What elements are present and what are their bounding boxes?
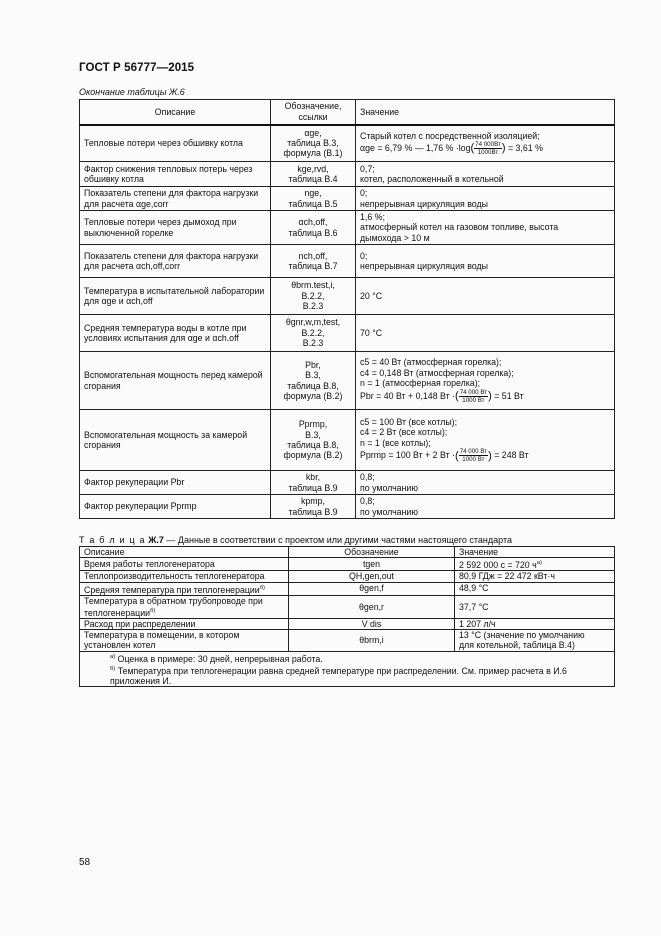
row-designation: θgen,f <box>289 582 455 595</box>
row-description: Средняя температура при теплогенерации$^{б)}$ <box>80 582 289 595</box>
table-row <box>80 558 615 571</box>
row-designation: nch,off, таблица В.7 <box>271 245 356 278</box>
row-description: Показатель степени для фактора нагрузки для расчета αge,corr <box>80 187 271 211</box>
table-row <box>80 582 615 595</box>
fraction: $\frac{74 000 Вт}{1000 Вт}$ <box>459 388 488 404</box>
row-value: 1,6 %; атмосферный котел на газовом топливе, высота дымохода > 10 м <box>356 211 615 245</box>
row-value: 0,8; по умолчанию <box>356 495 615 519</box>
fraction: $\frac{74 000Вт}{1000Вт}$ <box>475 140 501 156</box>
row-value: Старый котел с посредственной изоляцией; αge = 6,79 % — 1,76 % ·log( $\frac{74 000Вт}{1000Вт}$ ) = 3,61 % <box>356 125 615 162</box>
row-designation: αch,off, таблица В.6 <box>271 211 356 245</box>
table-row <box>80 245 615 278</box>
row-value: 70 °С <box>356 315 615 352</box>
document-header: ГОСТ Р 56777—2015 <box>79 62 195 74</box>
column-header: Значение <box>455 547 615 558</box>
table-row <box>80 162 615 187</box>
table-row <box>80 278 615 315</box>
row-designation: θgen,r <box>289 595 455 618</box>
row-designation: kge,rvd, таблица В.4 <box>271 162 356 187</box>
table-row <box>80 125 615 162</box>
row-description: Время работы теплогенератора <box>80 558 289 571</box>
row-designation: θbrm.test,i, В.2.2, В.2.3 <box>271 278 356 315</box>
row-description: Фактор снижения тепловых потерь через обшивку котла <box>80 162 271 187</box>
table-row <box>80 630 615 651</box>
row-value: 0; непрерывная циркуляция воды <box>356 187 615 211</box>
row-description: Тепловые потери через обшивку котла <box>80 125 271 162</box>
row-value: 48,9 °С <box>455 582 615 595</box>
row-description: Температура в обратном трубопроводе при теплогенерации$^{б)}$ <box>80 595 289 618</box>
table7-caption: Т а б л и ц а Ж.7 — Данные в соответствии с проектом или другими частями настоящего стандарта <box>79 535 512 545</box>
column-header: Обозначение <box>289 547 455 558</box>
row-value: 0; непрерывная циркуляция воды <box>356 245 615 278</box>
row-value: 80,9 ГДж = 22 472 кВт·ч <box>455 571 615 582</box>
table-row <box>80 352 615 410</box>
row-designation: tgen <box>289 558 455 571</box>
table-row <box>80 618 615 629</box>
row-value: 2 592 000 с = 720 $ч^{а)}$ <box>455 558 615 571</box>
page-number: 58 <box>79 857 91 868</box>
row-description: Вспомогательная мощность перед камерой сгорания <box>80 352 271 410</box>
row-value: 1 207 л/ч <box>455 618 615 629</box>
fraction: $\frac{74 000 Вт}{1000 Вт}$ <box>459 448 488 464</box>
footnote-b: $^{б)}$ Температура при теплогенерации равна средней температуре при распределении. См. пример расчета в И.6 приложения И. <box>110 665 567 686</box>
row-value: 37,7 °С <box>455 595 615 618</box>
table-j7 <box>79 546 615 687</box>
row-description: Вспомогательная мощность за камерой сгорания <box>80 410 271 471</box>
row-description: Температура в помещении, в котором установлен котел <box>80 630 289 651</box>
column-header: Описание <box>80 100 271 125</box>
row-designation: nge, таблица В.5 <box>271 187 356 211</box>
table-row <box>80 595 615 618</box>
row-description: Тепловые потери через дымоход при выключенной горелке <box>80 211 271 245</box>
row-designation: αge, таблица В.3, формула (В.1) <box>271 125 356 162</box>
row-description: Показатель степени для фактора нагрузки для расчета αch,off,corr <box>80 245 271 278</box>
row-designation: Pprmp, В.3, таблица В.8, формула (В.2) <box>271 410 356 471</box>
row-value: 13 °С (значение по умолчанию для котельной, таблица В.4) <box>455 630 615 651</box>
column-header: Значение <box>356 100 615 125</box>
row-designation: kpmp, таблица В.9 <box>271 495 356 519</box>
row-designation: θbrm,i <box>289 630 455 651</box>
row-description: Расход при распределении <box>80 618 289 629</box>
table-row <box>80 211 615 245</box>
row-description: Фактор рекуперации Pprmp <box>80 495 271 519</box>
row-description: Температура в испытательной лаборатории для αge и αch,off <box>80 278 271 315</box>
table6-caption: Окончание таблицы Ж.6 <box>79 87 185 97</box>
column-header: Обозначение, ссылки <box>271 100 356 125</box>
column-header: Описание <box>80 547 289 558</box>
row-description: Фактор рекуперации Pbr <box>80 471 271 495</box>
footnote-a: $^{а)}$ Оценка в примере: 30 дней, непрерывная работа. <box>110 653 323 664</box>
table-row <box>80 315 615 352</box>
row-description: Теплопроизводительность теплогенератора <box>80 571 289 582</box>
row-value: 0,8; по умолчанию <box>356 471 615 495</box>
row-value: c5 = 100 Вт (все котлы); c4 = 2 Вт (все котлы); n = 1 (все котлы); Pprmp = 100 Вт + 2 Вт ·( $\frac{74 000 Вт}{1000 Вт}$ ) = 248 Вт <box>356 410 615 471</box>
table-row <box>80 471 615 495</box>
table-row <box>80 571 615 582</box>
row-designation: V dis <box>289 618 455 629</box>
row-designation: θgnr,w,m,test, В.2.2, В.2.3 <box>271 315 356 352</box>
table-row <box>80 410 615 471</box>
row-value: c5 = 40 Вт (атмосферная горелка); c4 = 0,148 Вт (атмосферная горелка); n = 1 (атмосферная горелка); Pbr = 40 Вт + 0,148 Вт ·( $\frac{74 000 Вт}{1000 Вт}$ ) = 51 Вт <box>356 352 615 410</box>
row-description: Средняя температура воды в котле при условиях испытания для αge и αch.off <box>80 315 271 352</box>
row-designation: QH,gen,out <box>289 571 455 582</box>
row-designation: kbr, таблица В.9 <box>271 471 356 495</box>
table-j6 <box>79 99 615 519</box>
row-value: 20 °С <box>356 278 615 315</box>
row-value: 0,7; котел, расположенный в котельной <box>356 162 615 187</box>
table-row <box>80 187 615 211</box>
row-designation: Pbr, В.3, таблица В.8, формула (В.2) <box>271 352 356 410</box>
table-row <box>80 495 615 519</box>
table-footnotes <box>80 651 615 686</box>
